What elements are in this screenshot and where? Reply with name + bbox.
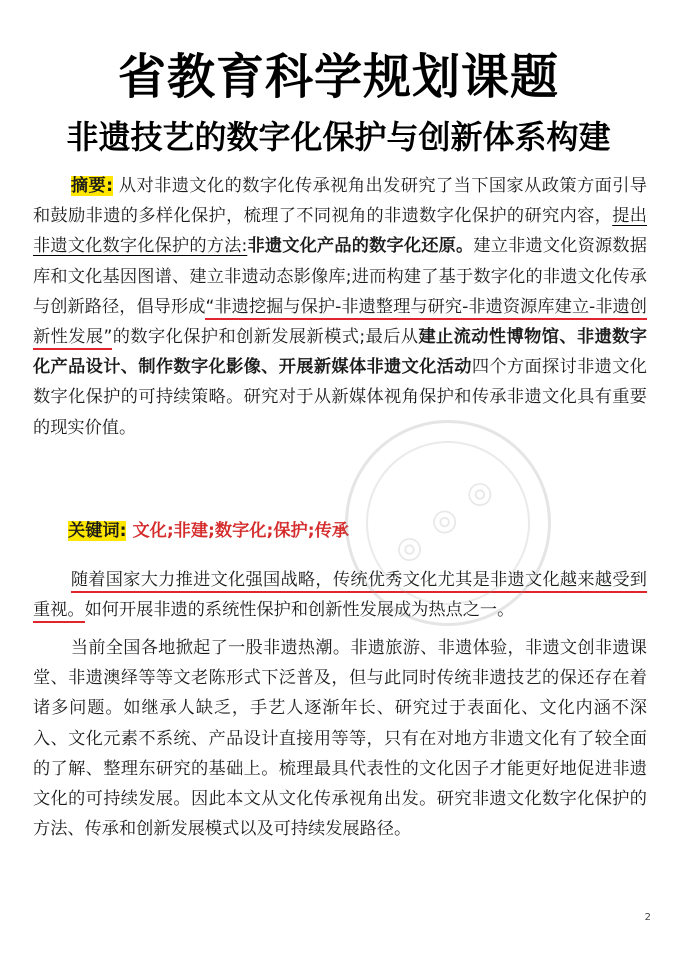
- body-paragraph: 当前全国各地掀起了一股非遗热潮。非遗旅游、非遗体验，非遗文创非遗课堂、非遗澳绎等等文老陈形式下泛普及，但与此同时传统非遗技艺的保还存在着诸多问题。如继承人缺乏，手艺人逐渐年长、研究过于表面化、文化内涵不深入、文化元素不系统、产品设计直接用等等，只有在对地方非遗文化有了较全面的了解、整理东研究的基础上。梳理最具代表性的文化因子才能更好地促进非遗文化的可持续发展。因此本文从文化传承视角出发。研究非遗文化数字化保护的方法、传承和创新发展模式以及可持续发展路径。: [33, 638, 647, 840]
- page-title: 省教育科学规划课题: [117, 49, 559, 105]
- keywords-row: [68, 516, 349, 541]
- abstract-sentence-4: 建立非遗文化资源数据库和文化基因图谱、建立非遗动态影像库;进而构建了基于数字化的非遗文化传承与创新路径，倡导形成: [33, 236, 647, 317]
- abstract-model-underlined: “非遗挖掘与保护-非遗整理与研究-非遗资源库建立-非遗创新性发展”: [33, 297, 647, 350]
- keywords-label: 关键词:: [68, 521, 127, 541]
- abstract-paragraph: [33, 171, 647, 443]
- abstract-sentence-8: 四个方面探讨非遗文化数字化保护的可持续策略。研究对于从新媒体视角保护和传承非遗文化具有重要的现实价值。: [33, 357, 647, 438]
- abstract-strategies-bold: 建止流动性博物馆、非遗数字化产品设计、制作数字化影像、开展新媒体非遗文化活动: [33, 327, 647, 378]
- abstract-label: 摘要:: [70, 176, 113, 196]
- abstract-sentence-6: 的数字化保护和创新发展新模式;最后从: [112, 327, 419, 348]
- watermark-seal-icon: ◎ ◎ ◎: [387, 468, 504, 571]
- intro-paragraph: [33, 565, 647, 625]
- page-subtitle: 非遗技艺的数字化保护与创新体系构建: [66, 118, 611, 156]
- abstract-method-underlined: 提出非遗文化数字化保护的方法:: [33, 206, 647, 257]
- abstract-method-bold: 非遗文化产品的数字化还原。: [247, 236, 474, 257]
- intro-sentence-2: 如何开展非遗的系统性保护和创新性发展成为热点之一。: [84, 600, 515, 621]
- intro-underlined-sentence: 随着国家大力推进文化强国战略，传统优秀文化尤其是非遗文化越来越受到重视。: [33, 570, 647, 623]
- keywords-value: 文化;非建;数字化;保护;传承: [132, 521, 349, 541]
- abstract-sentence-1: 从对非遗文化的数字化传承视角出发研究了当下国家从政策方面引导和鼓励非遗的多样化保护，梳理了不同视角的非遗数字化保护的研究内容，: [33, 176, 648, 227]
- page-number: 2: [644, 912, 651, 923]
